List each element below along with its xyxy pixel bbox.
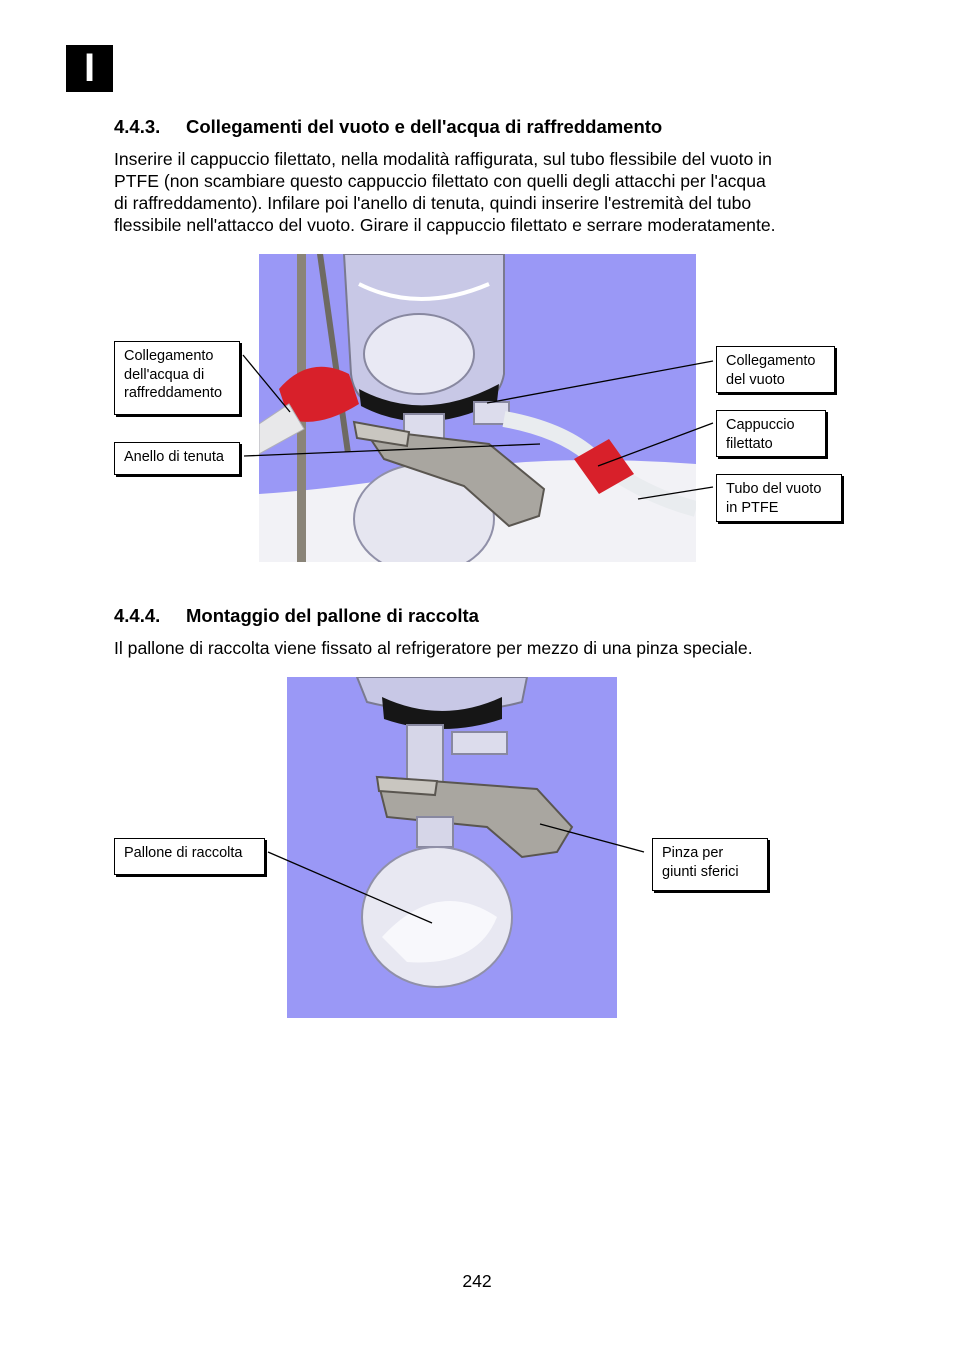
callout-vacuum-connection [716,346,835,393]
vacuum-connection-photo [259,254,696,562]
page-number: 242 [462,1271,492,1291]
text-line: Il pallone di raccolta viene fissato al refrigeratore per mezzo di una pinza speciale. [114,638,753,658]
callout-text: filettato [726,435,773,452]
section-title: Montaggio del pallone di raccolta [186,605,479,626]
text-line: flessibile nell'attacco del vuoto. Girare il cappuccio filettato e serrare moderatamente. [114,215,776,235]
section-heading-4-4-3 [114,116,662,138]
callout-text: in PTFE [726,499,779,516]
callout-text: Pinza per [662,845,724,861]
callout-text: Pallone di raccolta [124,845,243,861]
callout-text: del vuoto [726,371,785,388]
callout-seal-ring [114,442,240,475]
section-paragraph [114,637,844,659]
language-tab: I [66,45,113,92]
callout-text: Anello di tenuta [124,449,224,465]
text-line: PTFE (non scambiare questo cappuccio filettato con quelli degli attacchi per l'acqua [114,171,766,191]
callout-text: Collegamento [124,348,214,364]
callout-collection-flask [114,838,265,875]
section-paragraph [114,148,844,236]
callout-threaded-cap [716,410,826,457]
section-number: 4.4.4. [114,605,161,626]
callout-text: giunti sferici [662,863,739,880]
callout-text: Cappuccio [726,417,795,433]
callout-text: Tubo del vuoto [726,481,822,497]
callout-text: dell'acqua di [124,366,205,383]
callout-text: raffreddamento [124,385,223,401]
section-heading-4-4-4 [114,605,479,627]
callout-text: Collegamento [726,353,816,369]
text-line: di raffreddamento). Infilare poi l'anello di tenuta, quindi inserire l'estremità del tubo [114,193,752,213]
text-line: Inserire il cappuccio filettato, nella modalità raffigurata, sul tubo flessibile del vuoto in [114,149,772,169]
section-number: 4.4.3. [114,116,161,137]
callout-ptfe-vacuum-tube [716,474,842,522]
callout-ball-joint-clamp [652,838,768,891]
callout-cooling-water-connection [114,341,240,415]
collection-flask-photo [287,677,617,1018]
section-title: Collegamenti del vuoto e dell'acqua di raffreddamento [186,116,663,137]
